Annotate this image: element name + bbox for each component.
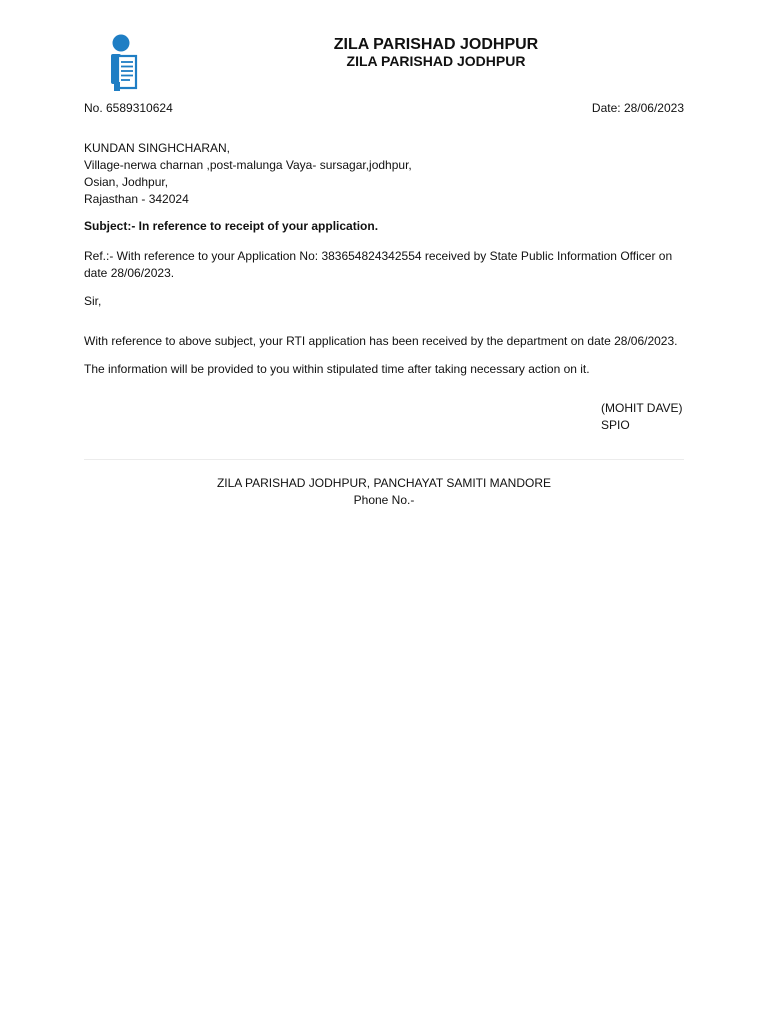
organization-subtitle: ZILA PARISHAD JODHPUR bbox=[346, 53, 526, 69]
organization-title: ZILA PARISHAD JODHPUR bbox=[333, 36, 539, 53]
footer-office: ZILA PARISHAD JODHPUR, PANCHAYAT SAMITI MANDORE bbox=[216, 476, 552, 490]
person-with-document-logo bbox=[108, 34, 138, 92]
address-line: Village-nerwa charnan ,post-malunga Vaya- sursagar,jodhpur, bbox=[84, 158, 412, 172]
recipient-address bbox=[84, 140, 412, 208]
address-line: Osian, Jodhpur, bbox=[84, 175, 169, 189]
body-paragraph: The information will be provided to you within stipulated time after taking necessary action on it. bbox=[84, 362, 590, 376]
address-line: KUNDAN SINGHCHARAN, bbox=[84, 141, 231, 155]
letter-date: Date: 28/06/2023 bbox=[591, 101, 684, 115]
signatory-name: (MOHIT DAVE) bbox=[601, 401, 683, 415]
signature-block bbox=[601, 400, 683, 434]
footer-divider bbox=[84, 459, 684, 460]
letter-number: No. 6589310624 bbox=[84, 101, 173, 115]
signatory-designation: SPIO bbox=[601, 418, 630, 432]
footer-phone: Phone No.- bbox=[353, 493, 415, 507]
reference-line: Ref.:- With reference to your Application No: 383654824342554 received by State Public Information Officer on date 28/06/2023. bbox=[84, 249, 673, 280]
salutation: Sir, bbox=[84, 294, 102, 308]
address-line: Rajasthan - 342024 bbox=[84, 192, 189, 206]
footer bbox=[84, 475, 684, 509]
subject-line: Subject:- In reference to receipt of your application. bbox=[84, 219, 379, 233]
body-paragraph: With reference to above subject, your RTI application has been received by the department on date 28/06/2023. bbox=[84, 334, 678, 348]
